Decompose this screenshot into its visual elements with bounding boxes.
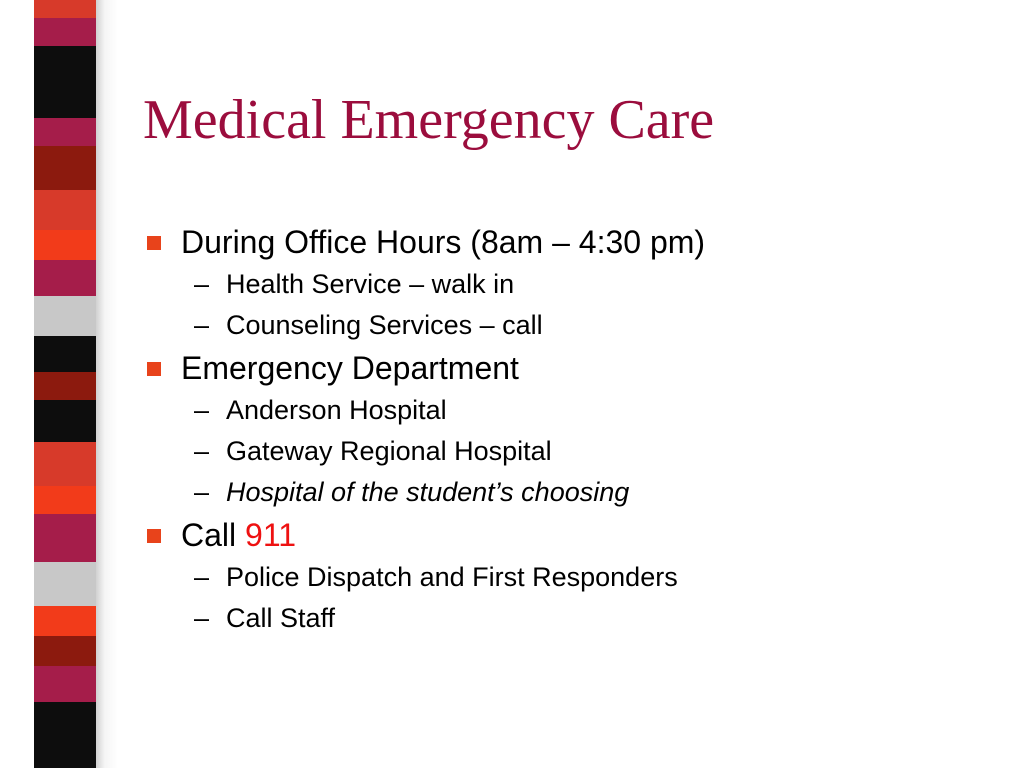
- subitem-text: Health Service – walk in: [226, 269, 515, 299]
- dash-marker: –: [194, 269, 210, 299]
- subitem-health-service: [145, 264, 995, 305]
- subitem-student-choice: [145, 472, 995, 513]
- stripe-block: [34, 190, 96, 230]
- subitem-text: Counseling Services – call: [226, 310, 543, 340]
- subitem-text: Call Staff: [226, 603, 336, 633]
- stripe-block: [34, 636, 96, 666]
- bullet-item-office-hours: [145, 220, 995, 264]
- subitem-anderson: [145, 390, 995, 431]
- subitem-text: Gateway Regional Hospital: [226, 436, 552, 466]
- dash-marker: –: [194, 603, 210, 633]
- stripe-shade: [96, 0, 118, 768]
- bullet-item-call-911: [145, 513, 995, 557]
- square-bullet-icon: [147, 362, 161, 376]
- stripe-block: [34, 666, 96, 702]
- stripe-block: [34, 260, 96, 296]
- decorative-stripe-bar: [0, 0, 118, 768]
- subitem-gateway: [145, 431, 995, 472]
- stripe-block: [34, 372, 96, 400]
- emergency-number: 911: [245, 517, 297, 553]
- stripe-block: [34, 230, 96, 260]
- square-bullet-icon: [147, 236, 161, 250]
- dash-marker: –: [194, 395, 210, 425]
- dash-marker: –: [194, 562, 210, 592]
- stripe-block: [34, 562, 96, 606]
- stripe-block: [34, 118, 96, 146]
- subitem-police-dispatch: [145, 557, 995, 598]
- subitem-group: [145, 390, 995, 513]
- subitem-group: [145, 264, 995, 346]
- subitem-text: Hospital of the student’s choosing: [226, 477, 630, 507]
- stripe-block: [34, 486, 96, 514]
- bullet-text: Emergency Department: [181, 350, 519, 386]
- bullet-list: [145, 220, 995, 639]
- stripe-block: [34, 606, 96, 636]
- subitem-counseling: [145, 305, 995, 346]
- stripe-block: [34, 18, 96, 46]
- stripe-block: [34, 400, 96, 442]
- dash-marker: –: [194, 436, 210, 466]
- bullet-text: During Office Hours (8am – 4:30 pm): [181, 224, 706, 260]
- stripe-block: [34, 46, 96, 76]
- subitem-group: [145, 557, 995, 639]
- stripe-block: [34, 514, 96, 562]
- bullet-text: Call: [181, 517, 246, 553]
- stripe-block: [34, 442, 96, 486]
- stripe-block: [34, 76, 96, 118]
- stripe-block: [34, 336, 96, 372]
- stripe-block: [34, 146, 96, 190]
- stripe-block: [34, 736, 96, 768]
- slide-title: Medical Emergency Care: [143, 89, 715, 151]
- subitem-call-staff: [145, 598, 995, 639]
- stripe-block: [34, 0, 96, 18]
- stripe-block: [34, 702, 96, 736]
- subitem-text: Anderson Hospital: [226, 395, 447, 425]
- dash-marker: –: [194, 477, 210, 507]
- subitem-text: Police Dispatch and First Responders: [226, 562, 678, 592]
- bullet-item-emergency-department: [145, 346, 995, 390]
- square-bullet-icon: [147, 529, 161, 543]
- dash-marker: –: [194, 310, 210, 340]
- stripe-block: [34, 296, 96, 336]
